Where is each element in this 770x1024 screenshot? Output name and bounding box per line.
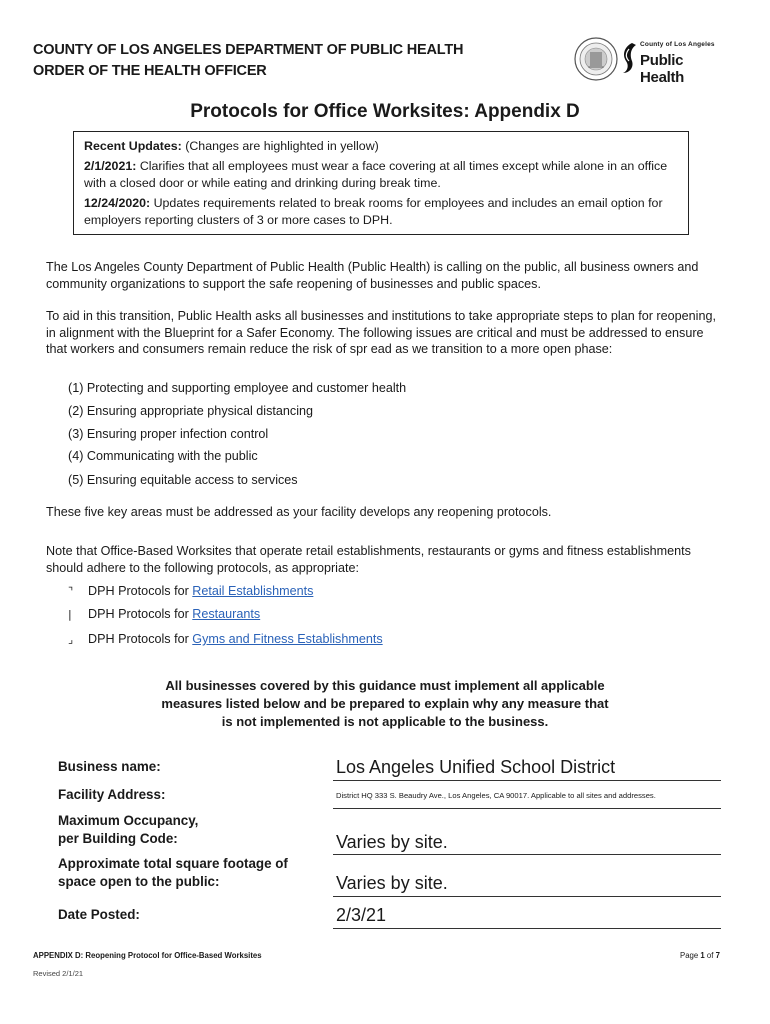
business-name-underline <box>333 780 721 781</box>
square-footage-underline <box>333 896 721 897</box>
page-prefix: Page <box>680 951 699 960</box>
facility-address-underline <box>333 808 721 809</box>
public-health-logo <box>620 39 730 86</box>
county-seal-icon <box>574 37 618 81</box>
checkbox-bullet-icon: | <box>68 608 72 621</box>
protocol-list-item <box>68 631 383 648</box>
logo-public-health-text: Public Health <box>640 52 685 86</box>
notice-line: All businesses covered by this guidance must implement all applicable <box>165 678 605 693</box>
update-text: Clarifies that all employees must wear a face covering at all times except while alone in an office with a closed door or while eating and drinking during break time. <box>84 159 668 190</box>
page-number <box>680 951 720 960</box>
max-occupancy-label-line: Maximum Occupancy, <box>58 813 199 828</box>
retail-protocol-link[interactable]: Retail Establishments <box>192 584 314 598</box>
key-area-item: (2) Ensuring appropriate physical distancing <box>68 404 314 418</box>
update-item <box>84 195 678 229</box>
protocol-prefix: DPH Protocols for <box>88 632 193 646</box>
header-line-2: ORDER OF THE HEALTH OFFICER <box>33 63 267 79</box>
footer-title: APPENDIX D: Reopening Protocol for Office-Based Worksites <box>33 951 262 960</box>
square-footage-label <box>58 855 288 891</box>
page-title: Protocols for Office Worksites: Appendix D <box>190 101 580 122</box>
transition-paragraph: To aid in this transition, Public Health asks all businesses and institutions to take appropriate steps to plan for reopening, in alignment with the Blueprint for a Safer Economy. The following issues are critical and must be addressed to ensure that workers and consumers remain reduce the risk of spr ead as we transition to a more open phase: <box>46 309 716 356</box>
checkbox-bullet-icon: ⌝ <box>68 585 74 598</box>
footer-revised: Revised 2/1/21 <box>33 969 84 978</box>
notice-line: is not implemented is not applicable to the business. <box>221 714 549 729</box>
restaurants-protocol-link[interactable]: Restaurants <box>192 607 261 621</box>
square-footage-label-line: Approximate total square footage of <box>58 856 288 871</box>
checkbox-bullet-icon: ⌟ <box>68 633 74 646</box>
gyms-protocol-link[interactable]: Gyms and Fitness Establishments <box>192 632 383 646</box>
protocol-prefix: DPH Protocols for <box>88 607 193 621</box>
max-occupancy-label-line: per Building Code: <box>58 831 178 846</box>
square-footage-value[interactable]: Varies by site. <box>336 873 448 893</box>
recent-updates-box <box>73 131 689 235</box>
date-posted-value[interactable]: 2/3/21 <box>336 905 387 925</box>
update-date: 2/1/2021: <box>84 159 137 173</box>
updates-heading-note: (Changes are highlighted in yellow) <box>185 139 379 153</box>
logo-county-text: County of Los Angeles <box>640 41 715 48</box>
updates-heading-line <box>84 138 678 155</box>
business-name-value[interactable]: Los Angeles Unified School District <box>336 757 616 777</box>
key-areas-note: These five key areas must be addressed as your facility develops any reopening protocols. <box>46 505 552 519</box>
key-area-item: (4) Communicating with the public <box>68 449 258 463</box>
header-line-1: COUNTY OF LOS ANGELES DEPARTMENT OF PUBLIC HEALTH <box>33 42 464 58</box>
office-worksites-note: Note that Office-Based Worksites that operate retail establishments, restaurants or gyms and fitness establishments should adhere to the following protocols, as appropriate: <box>46 544 691 575</box>
update-item <box>84 158 678 192</box>
page-total: 7 <box>715 951 720 960</box>
square-footage-label-line: space open to the public: <box>58 874 220 889</box>
update-text: Updates requirements related to break rooms for employees and includes an email option for employers reporting clusters of 3 or more cases to DPH. <box>84 196 663 227</box>
max-occupancy-label <box>58 812 198 848</box>
update-date: 12/24/2020: <box>84 196 151 210</box>
max-occupancy-underline <box>333 854 721 855</box>
protocol-list-item <box>68 583 313 600</box>
intro-paragraph: The Los Angeles County Department of Public Health (Public Health) is calling on the public, all business owners and community organizations to support the safe reopening of businesses and public spaces. <box>46 260 699 291</box>
date-posted-underline <box>333 928 721 929</box>
protocol-prefix: DPH Protocols for <box>88 584 193 598</box>
logo-mark-icon <box>620 41 638 75</box>
protocol-list-item <box>68 606 260 623</box>
document-header <box>33 40 463 82</box>
notice-line: measures listed below and be prepared to explain why any measure that <box>161 696 609 711</box>
implementation-notice <box>0 677 770 731</box>
facility-address-label: Facility Address: <box>58 787 166 802</box>
max-occupancy-value[interactable]: Varies by site. <box>336 832 448 852</box>
facility-address-value[interactable]: District HQ 333 S. Beaudry Ave., Los Angeles, CA 90017. Applicable to all sites and addresses. <box>336 791 656 800</box>
key-area-item: (3) Ensuring proper infection control <box>68 427 269 441</box>
page-of: of <box>706 951 714 960</box>
page-current: 1 <box>700 951 705 960</box>
date-posted-label: Date Posted: <box>58 907 140 922</box>
business-name-label: Business name: <box>58 759 161 774</box>
updates-heading: Recent Updates: <box>84 139 182 153</box>
key-area-item: (5) Ensuring equitable access to services <box>68 473 298 487</box>
key-area-item: (1) Protecting and supporting employee and customer health <box>68 381 407 395</box>
